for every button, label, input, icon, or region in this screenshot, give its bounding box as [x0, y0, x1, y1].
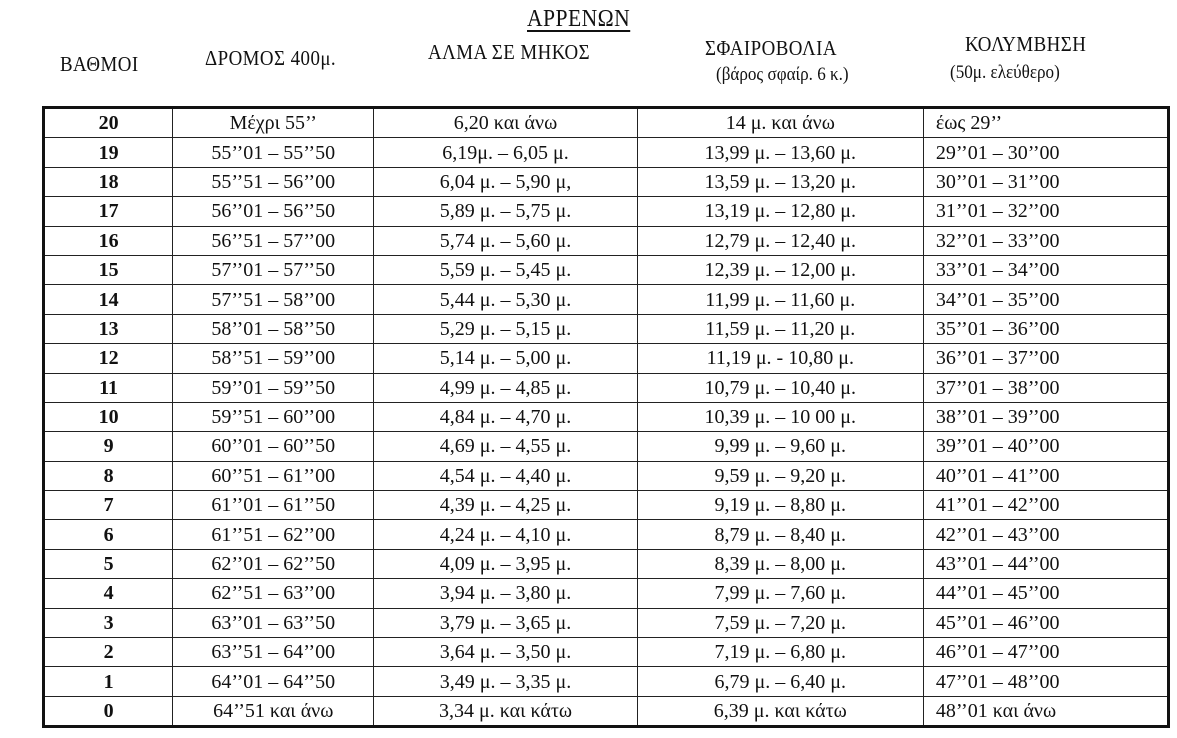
table-row	[44, 314, 1169, 343]
shot-put-cell: 12,39 μ. – 12,00 μ.	[637, 255, 923, 284]
shot-put-cell: 13,99 μ. – 13,60 μ.	[637, 138, 923, 167]
run-cell: 60’’01 – 60’’50	[173, 432, 374, 461]
shot-put-cell: 8,79 μ. – 8,40 μ.	[637, 520, 923, 549]
run-cell: 60’’51 – 61’’00	[173, 461, 374, 490]
table-row	[44, 696, 1169, 726]
jump-cell: 5,89 μ. – 5,75 μ.	[374, 197, 637, 226]
run-cell: 59’’51 – 60’’00	[173, 402, 374, 431]
shot-put-cell: 6,39 μ. και κάτω	[637, 696, 923, 726]
swim-cell: 44’’01 – 45’’00	[923, 579, 1168, 608]
swim-cell: 37’’01 – 38’’00	[923, 373, 1168, 402]
run-cell: 56’’01 – 56’’50	[173, 197, 374, 226]
swim-cell: 39’’01 – 40’’00	[923, 432, 1168, 461]
jump-cell: 3,34 μ. και κάτω	[374, 696, 637, 726]
table-row	[44, 344, 1169, 373]
scoring-table	[42, 106, 1170, 728]
run-cell: 59’’01 – 59’’50	[173, 373, 374, 402]
run-cell: 55’’51 – 56’’00	[173, 167, 374, 196]
run-cell: 62’’51 – 63’’00	[173, 579, 374, 608]
jump-cell: 5,14 μ. – 5,00 μ.	[374, 344, 637, 373]
score-cell: 11	[44, 373, 173, 402]
swim-cell: έως 29’’	[923, 108, 1168, 138]
jump-cell: 5,74 μ. – 5,60 μ.	[374, 226, 637, 255]
table-row	[44, 255, 1169, 284]
score-cell: 10	[44, 402, 173, 431]
jump-cell: 6,19μ. – 6,05 μ.	[374, 138, 637, 167]
swim-cell: 43’’01 – 44’’00	[923, 549, 1168, 578]
header-run-400m: ΔΡΟΜΟΣ 400μ.	[205, 46, 337, 70]
swim-cell: 45’’01 – 46’’00	[923, 608, 1168, 637]
run-cell: 64’’51 και άνω	[173, 696, 374, 726]
jump-cell: 4,09 μ. – 3,95 μ.	[374, 549, 637, 578]
jump-cell: 3,94 μ. – 3,80 μ.	[374, 579, 637, 608]
swim-cell: 41’’01 – 42’’00	[923, 491, 1168, 520]
score-cell: 0	[44, 696, 173, 726]
score-cell: 7	[44, 491, 173, 520]
header-long-jump: ΑΛΜΑ ΣΕ ΜΗΚΟΣ	[428, 40, 591, 64]
jump-cell: 3,49 μ. – 3,35 μ.	[374, 667, 637, 696]
swim-cell: 47’’01 – 48’’00	[923, 667, 1168, 696]
shot-put-cell: 11,99 μ. – 11,60 μ.	[637, 285, 923, 314]
score-cell: 6	[44, 520, 173, 549]
score-cell: 12	[44, 344, 173, 373]
score-cell: 8	[44, 461, 173, 490]
table-row	[44, 579, 1169, 608]
table-row	[44, 226, 1169, 255]
jump-cell: 4,84 μ. – 4,70 μ.	[374, 402, 637, 431]
jump-cell: 5,44 μ. – 5,30 μ.	[374, 285, 637, 314]
score-cell: 3	[44, 608, 173, 637]
swim-cell: 46’’01 – 47’’00	[923, 638, 1168, 667]
shot-put-cell: 6,79 μ. – 6,40 μ.	[637, 667, 923, 696]
swim-cell: 35’’01 – 36’’00	[923, 314, 1168, 343]
jump-cell: 5,29 μ. – 5,15 μ.	[374, 314, 637, 343]
swim-cell: 34’’01 – 35’’00	[923, 285, 1168, 314]
swim-cell: 31’’01 – 32’’00	[923, 197, 1168, 226]
shot-put-cell: 7,59 μ. – 7,20 μ.	[637, 608, 923, 637]
shot-put-cell: 12,79 μ. – 12,40 μ.	[637, 226, 923, 255]
jump-cell: 3,79 μ. – 3,65 μ.	[374, 608, 637, 637]
table-row	[44, 138, 1169, 167]
score-cell: 17	[44, 197, 173, 226]
swim-cell: 30’’01 – 31’’00	[923, 167, 1168, 196]
run-cell: 57’’51 – 58’’00	[173, 285, 374, 314]
shot-put-cell: 13,19 μ. – 12,80 μ.	[637, 197, 923, 226]
table-row	[44, 373, 1169, 402]
score-cell: 18	[44, 167, 173, 196]
run-cell: 64’’01 – 64’’50	[173, 667, 374, 696]
table-row	[44, 638, 1169, 667]
jump-cell: 5,59 μ. – 5,45 μ.	[374, 255, 637, 284]
jump-cell: 3,64 μ. – 3,50 μ.	[374, 638, 637, 667]
score-cell: 5	[44, 549, 173, 578]
shot-put-cell: 11,59 μ. – 11,20 μ.	[637, 314, 923, 343]
shot-put-cell: 14 μ. και άνω	[637, 108, 923, 138]
table-row	[44, 285, 1169, 314]
document-title: ΑΡΡΕΝΩΝ	[527, 6, 631, 32]
shot-put-cell: 9,99 μ. – 9,60 μ.	[637, 432, 923, 461]
score-cell: 4	[44, 579, 173, 608]
jump-cell: 4,69 μ. – 4,55 μ.	[374, 432, 637, 461]
swim-cell: 48’’01 και άνω	[923, 696, 1168, 726]
table-row	[44, 197, 1169, 226]
jump-cell: 6,04 μ. – 5,90 μ,	[374, 167, 637, 196]
run-cell: 58’’51 – 59’’00	[173, 344, 374, 373]
swim-cell: 29’’01 – 30’’00	[923, 138, 1168, 167]
run-cell: 61’’01 – 61’’50	[173, 491, 374, 520]
score-cell: 13	[44, 314, 173, 343]
jump-cell: 4,99 μ. – 4,85 μ.	[374, 373, 637, 402]
shot-put-cell: 7,99 μ. – 7,60 μ.	[637, 579, 923, 608]
score-cell: 19	[44, 138, 173, 167]
shot-put-cell: 10,79 μ. – 10,40 μ.	[637, 373, 923, 402]
run-cell: Μέχρι 55’’	[173, 108, 374, 138]
score-cell: 16	[44, 226, 173, 255]
swim-cell: 36’’01 – 37’’00	[923, 344, 1168, 373]
shot-put-cell: 9,19 μ. – 8,80 μ.	[637, 491, 923, 520]
swim-cell: 33’’01 – 34’’00	[923, 255, 1168, 284]
score-cell: 15	[44, 255, 173, 284]
score-cell: 9	[44, 432, 173, 461]
score-cell: 20	[44, 108, 173, 138]
table-row	[44, 520, 1169, 549]
run-cell: 58’’01 – 58’’50	[173, 314, 374, 343]
score-cell: 1	[44, 667, 173, 696]
shot-put-cell: 11,19 μ. - 10,80 μ.	[637, 344, 923, 373]
header-swimming: ΚΟΛΥΜΒΗΣΗ	[965, 32, 1087, 56]
run-cell: 57’’01 – 57’’50	[173, 255, 374, 284]
jump-cell: 4,39 μ. – 4,25 μ.	[374, 491, 637, 520]
score-cell: 2	[44, 638, 173, 667]
table-row	[44, 167, 1169, 196]
swim-cell: 40’’01 – 41’’00	[923, 461, 1168, 490]
header-swimming-note: (50μ. ελεύθερο)	[950, 62, 1060, 83]
header-shot-put-note: (βάρος σφαίρ. 6 κ.)	[716, 64, 849, 85]
jump-cell: 4,24 μ. – 4,10 μ.	[374, 520, 637, 549]
header-score: ΒΑΘΜΟΙ	[60, 52, 139, 76]
table-row	[44, 667, 1169, 696]
run-cell: 56’’51 – 57’’00	[173, 226, 374, 255]
run-cell: 63’’01 – 63’’50	[173, 608, 374, 637]
run-cell: 62’’01 – 62’’50	[173, 549, 374, 578]
swim-cell: 38’’01 – 39’’00	[923, 402, 1168, 431]
run-cell: 61’’51 – 62’’00	[173, 520, 374, 549]
table-row	[44, 432, 1169, 461]
swim-cell: 32’’01 – 33’’00	[923, 226, 1168, 255]
shot-put-cell: 9,59 μ. – 9,20 μ.	[637, 461, 923, 490]
jump-cell: 4,54 μ. – 4,40 μ.	[374, 461, 637, 490]
jump-cell: 6,20 και άνω	[374, 108, 637, 138]
table-row	[44, 608, 1169, 637]
table-row	[44, 108, 1169, 138]
shot-put-cell: 7,19 μ. – 6,80 μ.	[637, 638, 923, 667]
run-cell: 63’’51 – 64’’00	[173, 638, 374, 667]
table-row	[44, 549, 1169, 578]
shot-put-cell: 8,39 μ. – 8,00 μ.	[637, 549, 923, 578]
header-shot-put: ΣΦΑΙΡΟΒΟΛΙΑ	[705, 36, 837, 60]
shot-put-cell: 10,39 μ. – 10 00 μ.	[637, 402, 923, 431]
shot-put-cell: 13,59 μ. – 13,20 μ.	[637, 167, 923, 196]
table-row	[44, 491, 1169, 520]
table-row	[44, 402, 1169, 431]
table-row	[44, 461, 1169, 490]
swim-cell: 42’’01 – 43’’00	[923, 520, 1168, 549]
score-cell: 14	[44, 285, 173, 314]
run-cell: 55’’01 – 55’’50	[173, 138, 374, 167]
